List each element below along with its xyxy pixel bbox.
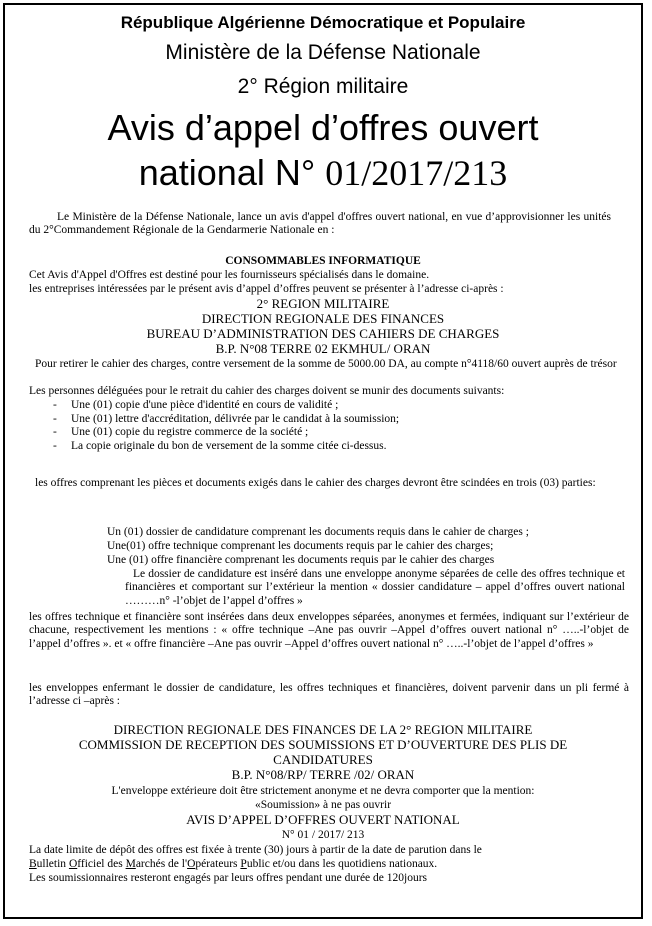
delegates-paragraph: Les personnes déléguées pour le retrait du cahier des charges doivent se munir des documents suivants: [29,385,505,397]
marches-rest: archés de l' [135,858,188,870]
withdrawal-paragraph: Pour retirer le cahier des charges, contre versement de la somme de 5000.00 DA, au compte n°4118/60 ouvert auprès de trésor [35,358,617,370]
address2-direction: DIRECTION REGIONALE DES FINANCES DE LA 2° REGION MILITAIRE [113,722,533,737]
notice-title-line1: Avis d’appel d’offres ouvert [107,107,539,148]
invitation-paragraph: les entreprises intéressées par le présent avis d’appel d’offres peuvent se présenter à l’adresse ci-après : [29,283,504,295]
address2-commission: COMMISSION DE RECEPTION DES SOUMISSIONS ET D’OUVERTURE DES PLIS DE [78,737,568,752]
required-documents-list [49,399,399,453]
address-region: 2° REGION MILITAIRE [256,296,390,311]
intro-paragraph: Le Ministère de la Défense Nationale, lance un avis d'appel d'offres ouvert national, en vue d’approvisionner les unités du 2°Commandement Régionale de la Gendarmerie Nationale en : [29,211,611,237]
deadline-line1: La date limite de dépôt des offres est fixée à trente (30) jours à partir de la date de parution dans le [29,844,482,856]
public-initial: P [240,858,247,870]
list-item: - Une (01) copie du registre commerce de la société ; [49,426,399,440]
marches-initial: M [125,858,136,870]
list-item: - Une (01) lettre d'accréditation, délivrée par le candidat à la soumission; [49,413,399,427]
address2-bp: B.P. N°08/RP/ TERRE /02/ ORAN [231,767,415,782]
bulletin-initial: B [29,858,37,870]
title-number: 01/2017/213 [325,153,508,193]
list-item: - La copie originale du bon de versement de la somme citée ci-dessus. [49,440,399,454]
envelope-notice-number: N° 01 / 2017/ 213 [281,829,365,841]
notice-page [3,3,643,919]
region-heading: 2° Région militaire [237,75,409,98]
part-technical: Une(01) offre technique comprenant les documents requis par le cahier des charges; [107,540,494,552]
envelope-mention: «Soumission» à ne pas ouvrir [254,799,392,811]
subject-heading: CONSOMMABLES INFORMATIQUE [225,255,421,267]
offers-split-paragraph: les offres comprenant les pièces et documents exigés dans le cahier des charges devront être scindées en trois (03) parties: [35,477,596,489]
address-direction: DIRECTION REGIONALE DES FINANCES [201,311,445,326]
candidature-envelope-paragraph: Le dossier de candidature est inséré dans une enveloppe anonyme séparées de celle des offres technique et financières et comportant sur l’extérieur la mention « dossier candidature – appel d’offres ouvert national ………n° -l’objet de l’appel d’offres » [125,568,625,607]
public-rest: ublic et/ou dans les quotidiens nationaux. [246,858,438,870]
validity-paragraph: Les soumissionnaires resteront engagés par leurs offres pendant une durée de 120jours [29,872,428,884]
envelope-notice-title: AVIS D’APPEL D’OFFRES OUVERT NATIONAL [186,812,460,827]
deadline-line2 [29,858,437,871]
target-paragraph: Cet Avis d'Appel d'Offres est destiné pour les fournisseurs spécialisés dans le domaine. [29,269,430,281]
part-financial: Une (01) offre financière comprenant les documents requis par le cahier des charges [107,554,495,566]
officiel-rest: fficiel des [77,858,126,870]
part-candidature: Un (01) dossier de candidature comprenant les documents requis dans le cahier de charges ; [107,526,529,538]
title-national: national N° [138,152,326,193]
officiel-initial: O [68,858,78,870]
envelope-instruction: L'enveloppe extérieure doit être strictement anonyme et ne devra comporter que la mention: [111,785,535,797]
address2-candidatures: CANDIDATURES [273,752,373,767]
list-item: - Une (01) copie d'une pièce d'identité en cours de validité ; [49,399,399,413]
address-bp: B.P. N°08 TERRE 02 EKMHUL/ ORAN [215,341,431,356]
offers-envelopes-paragraph: les offres technique et financière sont insérées dans deux enveloppes séparées, anonymes et fermées, indiquant sur l’extérieur de chacune, respectivement les mentions : « offre technique –Ane pas ouvrir –Appel d’offres ouvert national n° …..-l’objet de l’appel d’offres ». et « offre financière –Ane pas ouvrir –Appel d’offres ouvert national n° …..-l’objet de l’appel d’offres » [29,611,629,650]
delivery-paragraph: les enveloppes enfermant le dossier de candidature, les offres techniques et financières, doivent parvenir dans un pli fermé à l’adresse ci –après : [29,682,629,708]
ministry-heading: Ministère de la Défense Nationale [165,41,481,64]
operateurs-rest: pérateurs [195,858,241,870]
operateurs-initial: O [187,858,196,870]
bulletin-rest: ulletin [36,858,69,870]
republic-heading: République Algérienne Démocratique et Populaire [120,13,526,32]
notice-title-line2 [5,153,641,193]
address-bureau: BUREAU D’ADMINISTRATION DES CAHIERS DE CHARGES [146,326,500,341]
